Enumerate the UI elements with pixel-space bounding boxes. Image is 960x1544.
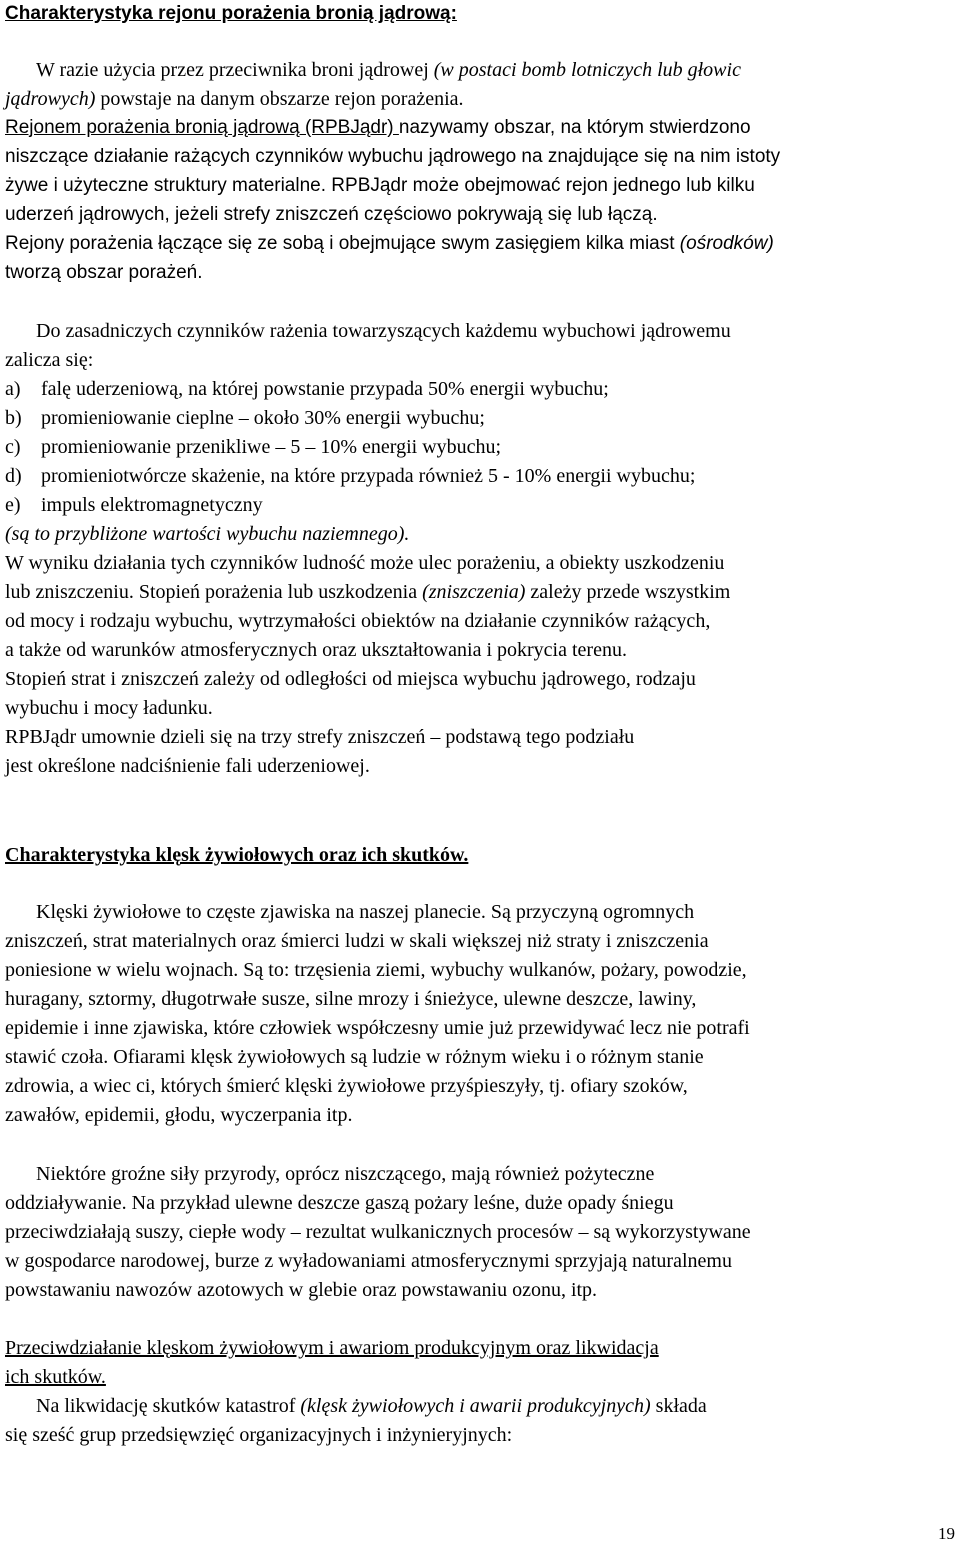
text-line: W wyniku działania tych czynników ludność może ulec porażeniu, a obiekty uszkodzeniu bbox=[5, 552, 725, 574]
text-line: Do zasadniczych czynników rażenia towarzyszących każdemu wybuchowi jądrowemu bbox=[36, 320, 731, 342]
text-line: Stopień strat i zniszczeń zależy od odległości od miejsca wybuchu jądrowego, rodzaju bbox=[5, 668, 696, 690]
text-line: wybuchu i mocy ładunku. bbox=[5, 697, 213, 719]
list-item: d) promieniotwórcze skażenie, na które przypada również 5 - 10% energii wybuchu; bbox=[5, 465, 696, 487]
section-title-nuclear: Charakterystyka rejonu porażenia bronią jądrową: bbox=[5, 3, 457, 24]
text-line: żywe i użyteczne struktury materialne. RPBJądr może obejmować rejon jednego lub kilku bbox=[5, 175, 755, 196]
text-line: Niektóre groźne siły przyrody, oprócz niszczącego, mają również pożyteczne bbox=[36, 1163, 655, 1185]
note-line: (są to przybliżone wartości wybuchu naziemnego). bbox=[5, 523, 410, 545]
text-line: Rejonem porażenia bronią jądrową (RPBJądr) nazywamy obszar, na którym stwierdzono bbox=[5, 117, 751, 138]
subsection-title: Przeciwdziałanie klęskom żywiołowym i awariom produkcyjnym oraz likwidacja bbox=[5, 1337, 659, 1359]
text-line: zawałów, epidemii, głodu, wyczerpania itp. bbox=[5, 1104, 353, 1126]
text-line: przeciwdziałają suszy, ciepłe wody – rezultat wulkanicznych procesów – są wykorzystywane bbox=[5, 1221, 751, 1243]
text-line: Rejony porażenia łączące się ze sobą i obejmujące swym zasięgiem kilka miast (ośrodków) bbox=[5, 233, 774, 254]
text-line: oddziaływanie. Na przykład ulewne deszcze gaszą pożary leśne, duże opady śniegu bbox=[5, 1192, 674, 1214]
text-line: huragany, sztormy, długotrwałe susze, silne mrozy i śnieżyce, ulewne deszcze, lawiny, bbox=[5, 988, 697, 1010]
text-line: RPBJądr umownie dzieli się na trzy strefy zniszczeń – podstawą tego podziału bbox=[5, 726, 635, 748]
text-line: się sześć grup przedsięwzięć organizacyjnych i inżynieryjnych: bbox=[5, 1424, 513, 1446]
text-line: uderzeń jądrowych, jeżeli strefy zniszczeń częściowo pokrywają się lub łączą. bbox=[5, 204, 658, 225]
list-item: e) impuls elektromagnetyczny bbox=[5, 494, 263, 516]
text-line: lub zniszczeniu. Stopień porażenia lub uszkodzenia (zniszczenia) zależy przede wszystkim bbox=[5, 581, 731, 603]
text-line: epidemie i inne zjawiska, które człowiek współczesny umie już przewidywać lecz nie potrafi bbox=[5, 1017, 750, 1039]
text-line: a także od warunków atmosferycznych oraz ukształtowania i pokrycia terenu. bbox=[5, 639, 627, 661]
list-item: c) promieniowanie przenikliwe – 5 – 10% energii wybuchu; bbox=[5, 436, 502, 458]
section-title-disasters: Charakterystyka klęsk żywiołowych oraz ich skutków. bbox=[5, 844, 469, 866]
text-line: zdrowia, a wiec ci, których śmierć klęski żywiołowe przyśpieszyły, tj. ofiary szoków, bbox=[5, 1075, 688, 1097]
text-line: zniszczeń, strat materialnych oraz śmierci ludzi w skali większej niż straty i zniszczenia bbox=[5, 930, 709, 952]
text-line: jest określone nadciśnienie fali uderzeniowej. bbox=[5, 755, 370, 777]
text-line: zalicza się: bbox=[5, 349, 94, 371]
text-line: niszczące działanie rażących czynników wybuchu jądrowego na znajdujące się na nim istoty bbox=[5, 146, 781, 167]
text-line: powstawaniu nawozów azotowych w glebie oraz powstawaniu ozonu, itp. bbox=[5, 1279, 598, 1301]
list-item: b) promieniowanie cieplne – około 30% energii wybuchu; bbox=[5, 407, 485, 429]
text-line: stawić czoła. Ofiarami klęsk żywiołowych są ludzie w różnym wieku i o różnym stanie bbox=[5, 1046, 704, 1068]
text-line: Klęski żywiołowe to częste zjawiska na naszej planecie. Są przyczyną ogromnych bbox=[36, 901, 695, 923]
subsection-title: ich skutków. bbox=[5, 1366, 106, 1388]
page-number: 19 bbox=[938, 1524, 955, 1543]
text-line: poniesione w wielu wojnach. Są to: trzęsienia ziemi, wybuchy wulkanów, pożary, powodzie, bbox=[5, 959, 747, 981]
text-line: tworzą obszar porażeń. bbox=[5, 262, 203, 283]
text-line: W razie użycia przez przeciwnika broni jądrowej (w postaci bomb lotniczych lub głowic bbox=[36, 59, 741, 81]
text-line: jądrowych) powstaje na danym obszarze rejon porażenia. bbox=[5, 88, 464, 110]
text-line: Na likwidację skutków katastrof (klęsk żywiołowych i awarii produkcyjnych) składa bbox=[36, 1395, 707, 1417]
list-item: a) falę uderzeniową, na której powstanie przypada 50% energii wybuchu; bbox=[5, 378, 609, 400]
text-line: od mocy i rodzaju wybuchu, wytrzymałości obiektów na działanie czynników rażących, bbox=[5, 610, 711, 632]
text-line: w gospodarce narodowej, burze z wyładowaniami atmosferycznymi sprzyjają naturalnemu bbox=[5, 1250, 732, 1272]
